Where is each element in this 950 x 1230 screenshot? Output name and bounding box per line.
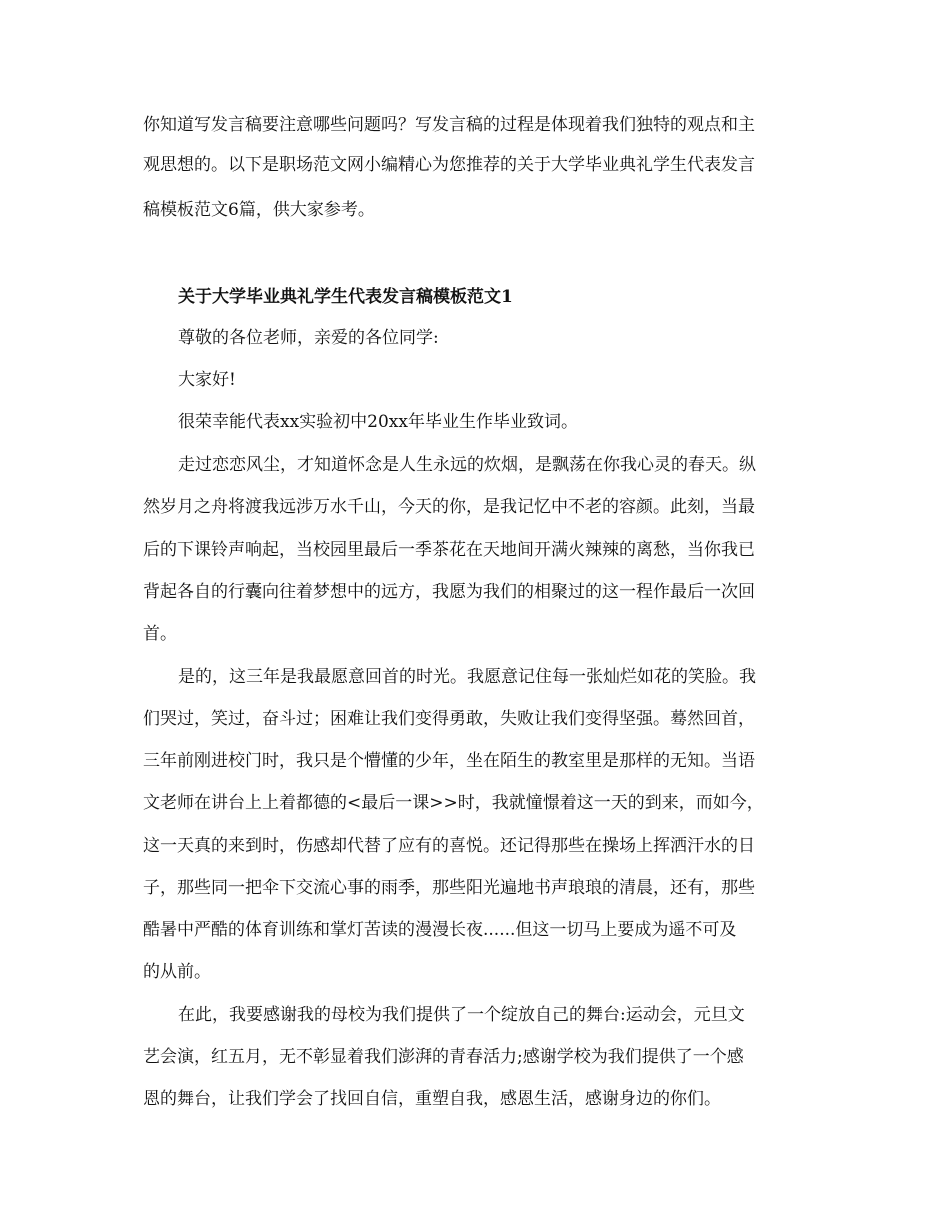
paragraph-3-line-2: 艺会演，红五月，无不彰显着我们澎湃的青春活力;感谢学校为我们提供了一个感 (143, 1047, 744, 1067)
greeting: 大家好! (178, 370, 236, 390)
intro-line-1: 你知道写发言稿要注意哪些问题吗？写发言稿的过程是体现着我们独特的观点和主 (143, 115, 755, 135)
paragraph-3-line-1: 在此，我要感谢我的母校为我们提供了一个绽放自己的舞台:运动会，元旦文 (178, 1005, 745, 1025)
paragraph-2-line-4: 文老师在讲台上上着都德的<最后一课>>时，我就憧憬着这一天的到来，而如今， (143, 793, 764, 813)
paragraph-2-line-2: 们哭过，笑过，奋斗过；困难让我们变得勇敢，失败让我们变得坚强。蓦然回首， (143, 709, 755, 729)
opening-line: 很荣幸能代表xx实验初中20xx年毕业生作毕业致词。 (178, 412, 578, 432)
paragraph-2-line-6: 子，那些同一把伞下交流心事的雨季，那些阳光遍地书声琅琅的清晨，还有，那些 (143, 878, 755, 898)
section-heading: 关于大学毕业典礼学生代表发言稿模板范文1 (178, 287, 513, 307)
paragraph-2-line-8: 的从前。 (143, 962, 211, 982)
paragraph-2-line-1: 是的，这三年是我最愿意回首的时光。我愿意记住每一张灿烂如花的笑脸。我 (178, 667, 756, 687)
paragraph-1-line-2: 然岁月之舟将渡我远涉万水千山，今天的你，是我记忆中不老的容颜。此刻，当最 (143, 497, 755, 517)
intro-line-2: 观思想的。以下是职场范文网小编精心为您推荐的关于大学毕业典礼学生代表发言 (143, 155, 755, 175)
paragraph-1-line-4: 背起各自的行囊向往着梦想中的远方，我愿为我们的相聚过的这一程作最后一次回 (143, 582, 755, 602)
paragraph-2-line-7: 酷暑中严酷的体育训练和掌灯苦读的漫漫长夜......但这一切马上要成为遥不可及 (143, 920, 737, 940)
paragraph-1-line-5: 首。 (143, 624, 177, 644)
paragraph-3-line-3: 恩的舞台，让我们学会了找回自信，重塑自我，感恩生活，感谢身边的你们。 (143, 1089, 721, 1109)
salutation: 尊敬的各位老师，亲爱的各位同学: (178, 328, 439, 348)
paragraph-1-line-3: 后的下课铃声响起，当校园里最后一季茶花在天地间开满火辣辣的离愁，当你我已 (143, 540, 755, 560)
intro-line-3: 稿模板范文6篇，供大家参考。 (143, 200, 375, 220)
paragraph-2-line-5: 这一天真的来到时，伤感却代替了应有的喜悦。还记得那些在操场上挥洒汗水的日 (143, 836, 755, 856)
paragraph-1-line-1: 走过恋恋风尘，才知道怀念是人生永远的炊烟，是飘荡在你我心灵的春天。纵 (178, 455, 756, 475)
paragraph-2-line-3: 三年前刚进校门时，我只是个懵懂的少年，坐在陌生的教室里是那样的无知。当语 (143, 751, 755, 771)
